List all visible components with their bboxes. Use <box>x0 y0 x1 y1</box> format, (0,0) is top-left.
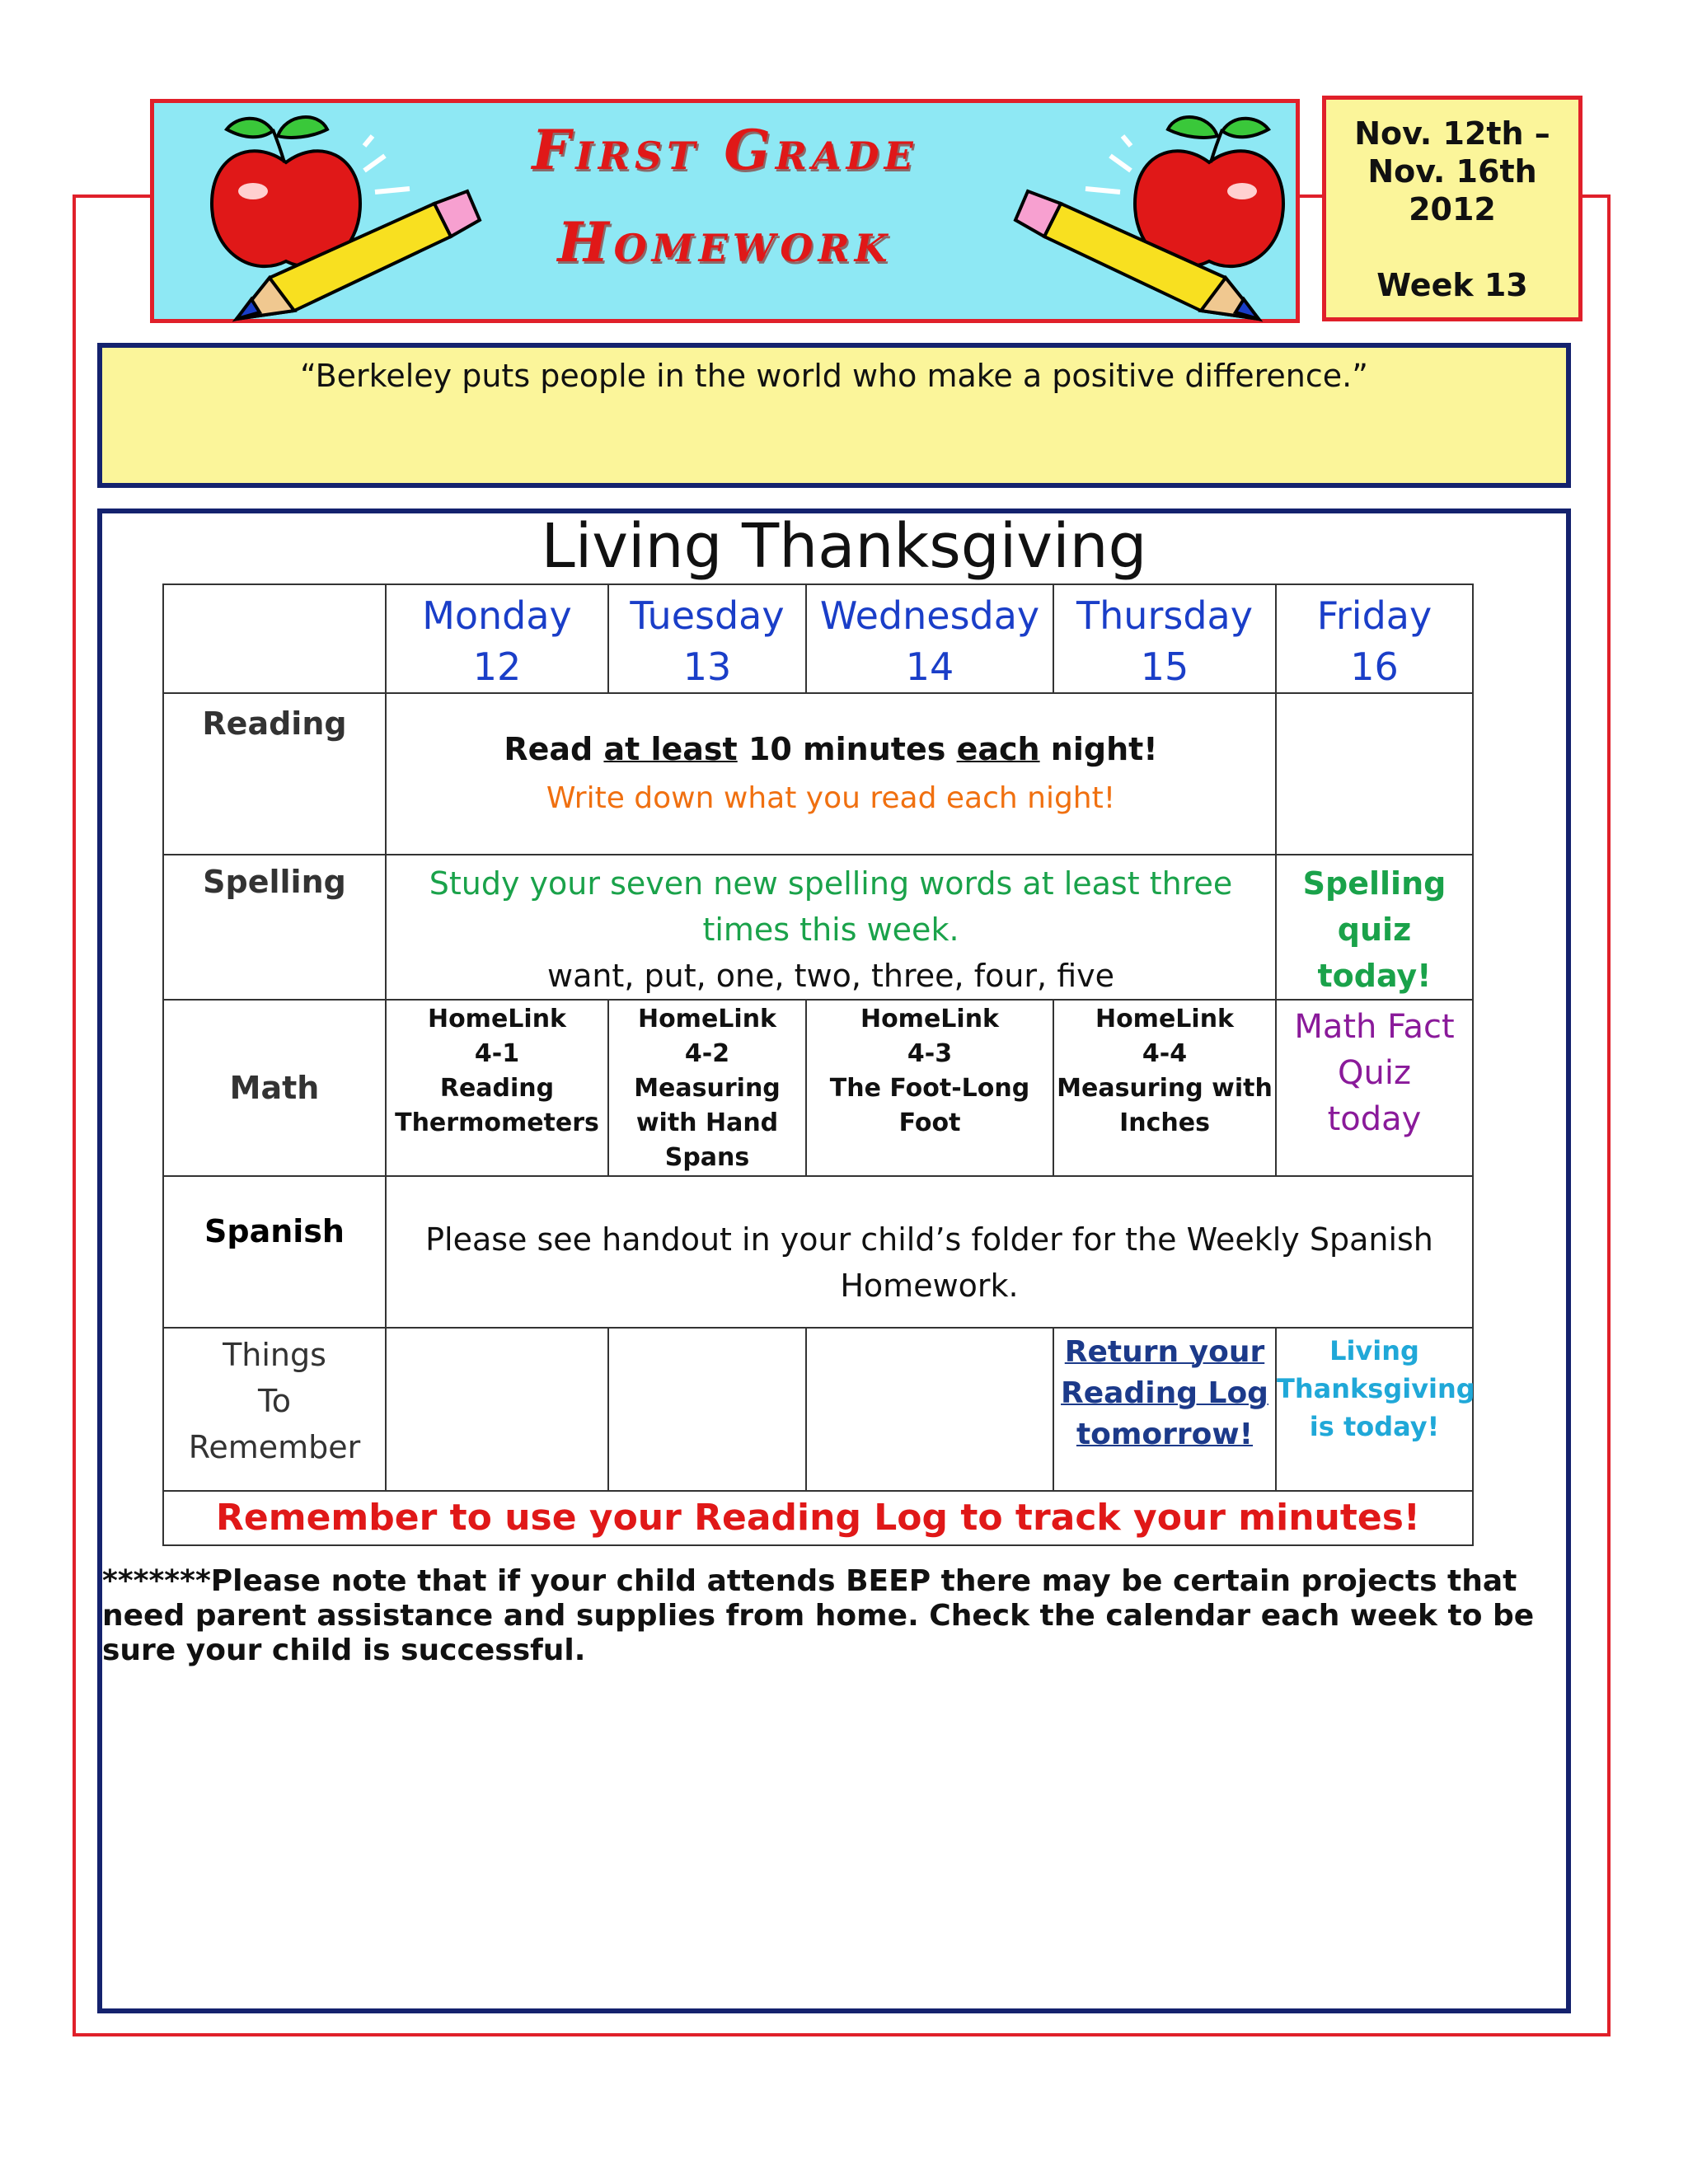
spelling-quiz-cell <box>1276 855 1473 1000</box>
math-line: 4-1 <box>474 1039 520 1068</box>
reminder-row <box>163 1491 1473 1545</box>
math-line: HomeLink <box>637 1005 777 1033</box>
reading-sub-instruction: Write down what you read each night! <box>546 781 1116 815</box>
math-line: Reading <box>439 1074 555 1103</box>
reading-text-3: night! <box>1039 731 1158 767</box>
math-line: Spans <box>664 1143 750 1172</box>
reading-row <box>163 693 1473 855</box>
beep-note: *******Please note that if your child attends BEEP there may be certain projects that need parent assistance and supplies from home. Check the calendar each week to be sure your child is successful. <box>102 1564 1535 1667</box>
spelling-cell <box>386 855 1276 1000</box>
math-line: Measuring <box>634 1074 781 1103</box>
living-line: Thanksgiving <box>1277 1373 1475 1404</box>
day-name: Friday <box>1316 593 1432 638</box>
remember-wednesday-cell <box>806 1328 1053 1491</box>
math-row <box>163 1000 1473 1176</box>
motto-box <box>97 343 1571 488</box>
math-line: Inches <box>1119 1108 1210 1137</box>
apple-pencil-left-icon <box>187 113 550 327</box>
math-quiz-line: Math Fact <box>1294 1008 1455 1046</box>
header-title-line-1: First Grade <box>532 118 918 182</box>
empty-corner-cell <box>163 584 386 693</box>
spanish-row <box>163 1176 1473 1328</box>
math-line: HomeLink <box>1095 1005 1235 1033</box>
header-banner <box>150 99 1300 323</box>
apple-pencil-right-icon <box>945 113 1308 327</box>
table-header-row <box>163 584 1473 693</box>
day-date: 16 <box>1350 644 1399 689</box>
spelling-instruction: Study your seven new spelling words at least three times this week. <box>429 865 1233 948</box>
spelling-label: Spelling <box>163 855 386 1000</box>
week-number: Week 13 <box>1376 267 1528 303</box>
return-line: Reading Log <box>1061 1376 1268 1410</box>
remember-row <box>163 1328 1473 1491</box>
math-tuesday-cell <box>608 1000 806 1176</box>
spelling-row <box>163 855 1473 1000</box>
spanish-label: Spanish <box>163 1176 386 1328</box>
reading-friday-cell <box>1276 693 1473 855</box>
day-name: Thursday <box>1076 593 1253 638</box>
math-thursday-cell <box>1053 1000 1276 1176</box>
math-wednesday-cell <box>806 1000 1053 1176</box>
day-name: Wednesday <box>819 593 1040 638</box>
date-box <box>1322 96 1582 321</box>
math-line: The Foot-Long <box>829 1074 1030 1103</box>
math-quiz-line: Quiz <box>1338 1054 1411 1092</box>
day-header-tuesday <box>608 584 806 693</box>
day-header-monday <box>386 584 608 693</box>
header-title-line-2: Homework <box>557 210 893 274</box>
remember-tuesday-cell <box>608 1328 806 1491</box>
remember-label-line: Things <box>223 1337 326 1373</box>
living-line: Living <box>1329 1335 1419 1366</box>
reading-text-2: 10 minutes <box>737 731 957 767</box>
day-header-friday <box>1276 584 1473 693</box>
day-name: Tuesday <box>630 593 785 638</box>
spanish-cell: Please see handout in your child’s folder for the Weekly Spanish Homework. <box>386 1176 1473 1328</box>
motto-text: “Berkeley puts people in the world who make a positive difference.” <box>300 358 1368 394</box>
day-date: 12 <box>472 644 522 689</box>
math-line: HomeLink <box>860 1005 1000 1033</box>
math-line: Foot <box>898 1108 961 1137</box>
reading-cell <box>386 693 1276 855</box>
date-range-end: Nov. 16th <box>1367 153 1537 190</box>
spelling-words: want, put, one, two, three, four, five <box>546 958 1114 994</box>
math-line: with Hand <box>635 1108 779 1137</box>
math-line: HomeLink <box>427 1005 567 1033</box>
spelling-quiz-line: quiz <box>1337 912 1412 948</box>
day-name: Monday <box>422 593 572 638</box>
reading-underline-1: at least <box>603 731 738 767</box>
remember-label <box>163 1328 386 1491</box>
day-header-wednesday <box>806 584 1053 693</box>
return-line: tomorrow! <box>1076 1418 1254 1451</box>
return-reading-log-cell <box>1053 1328 1276 1491</box>
reading-text-1: Read <box>504 731 604 767</box>
math-monday-cell <box>386 1000 608 1176</box>
day-date: 15 <box>1140 644 1189 689</box>
schedule-table <box>162 583 1474 1546</box>
remember-label-line: To <box>257 1383 291 1419</box>
remember-label-line: Remember <box>188 1429 361 1465</box>
living-line: is today! <box>1309 1411 1440 1442</box>
remember-monday-cell <box>386 1328 608 1491</box>
spelling-quiz-line: today! <box>1317 958 1432 994</box>
reading-log-reminder: Remember to use your Reading Log to track your minutes! <box>163 1491 1473 1545</box>
math-line: Thermometers <box>395 1108 599 1137</box>
day-date: 13 <box>682 644 732 689</box>
living-thanksgiving-cell <box>1276 1328 1473 1491</box>
reading-underline-2: each <box>956 731 1040 767</box>
day-header-thursday <box>1053 584 1276 693</box>
date-range-start: Nov. 12th – <box>1354 115 1550 152</box>
reading-instruction <box>387 724 1275 774</box>
day-date: 14 <box>905 644 954 689</box>
math-line: 4-4 <box>1142 1039 1188 1068</box>
return-line: Return your <box>1064 1335 1265 1369</box>
math-line: Measuring with <box>1057 1074 1273 1103</box>
spelling-quiz-line: Spelling <box>1302 865 1447 902</box>
reading-label: Reading <box>163 693 386 855</box>
math-label: Math <box>163 1000 386 1176</box>
math-quiz-line: today <box>1327 1100 1422 1138</box>
page-title: Living Thanksgiving <box>541 511 1147 582</box>
math-line: 4-2 <box>684 1039 730 1068</box>
math-fact-quiz-cell <box>1276 1000 1473 1176</box>
date-year: 2012 <box>1409 191 1496 227</box>
math-line: 4-3 <box>907 1039 953 1068</box>
